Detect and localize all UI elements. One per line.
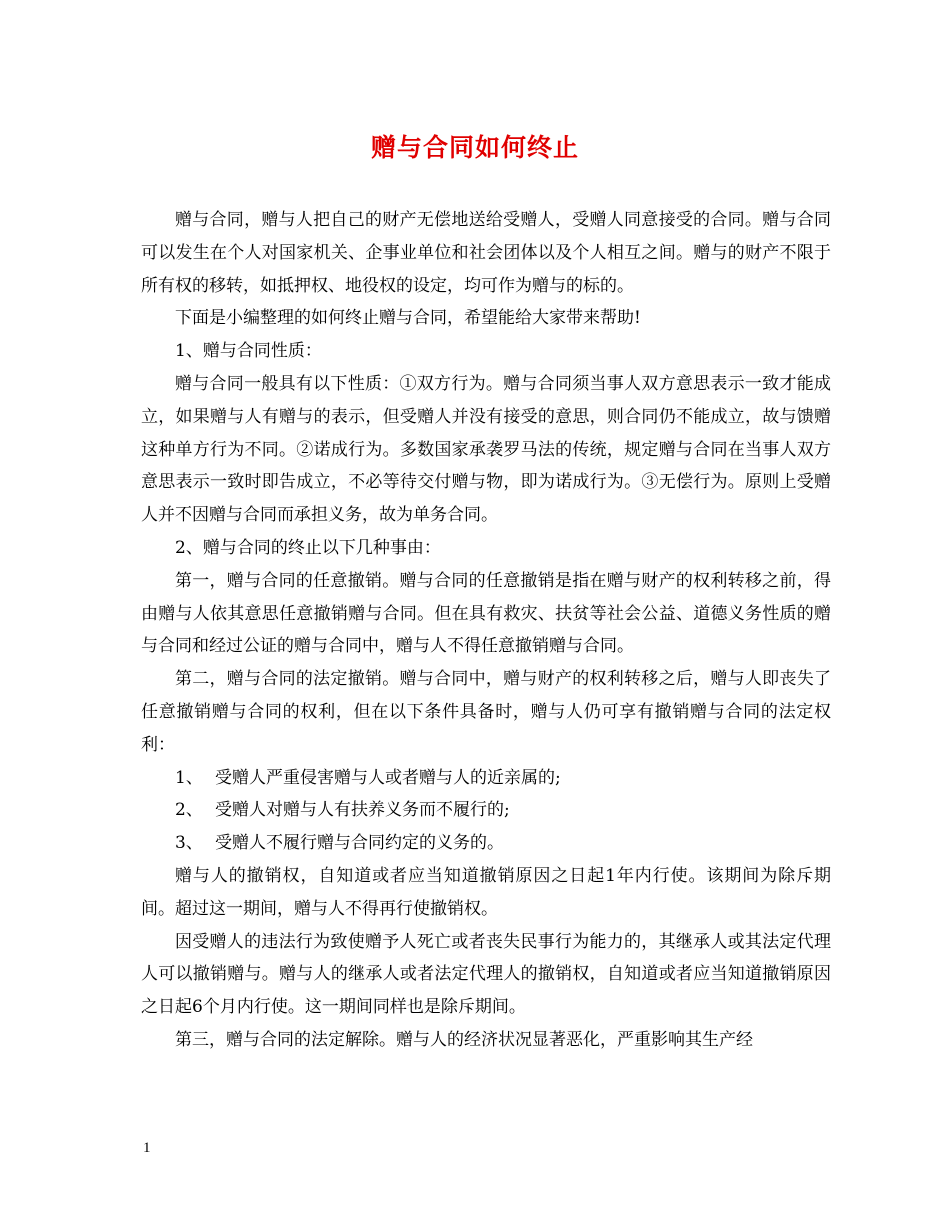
page-number: 1 xyxy=(143,1140,151,1156)
list-item xyxy=(141,827,831,860)
list-item-number: 1、 xyxy=(175,767,203,788)
list-item-text: 受赠人不履行赠与合同约定的义务的。 xyxy=(215,833,504,854)
paragraph: 赠与人的撤销权，自知道或者应当知道撤销原因之日起1年内行使。该期间为除斥期间。超过这一期间，赠与人不得再行使撤销权。 xyxy=(141,865,831,919)
paragraph: 赠与合同一般具有以下性质：①双方行为。赠与合同须当事人双方意思表示一致才能成立，如果赠与人有赠与的表示，但受赠人并没有接受的意思，则合同仍不能成立，故与馈赠这种单方行为不同。②诺成行为。多数国家承袭罗马法的传统，规定赠与合同在当事人双方意思表示一致时即告成立，不必等待交付赠与物，即为诺成行为。③无偿行为。原则上受赠人并不因赠与合同而承担义务，故为单务合同。 xyxy=(141,373,831,526)
paragraph: 因受赠人的违法行为致使赠予人死亡或者丧失民事行为能力的，其继承人或其法定代理人可以撤销赠与。赠与人的继承人或者法定代理人的撤销权，自知道或者应当知道撤销原因之日起6个月内行使。这一期间同样也是除斥期间。 xyxy=(141,931,831,1018)
paragraph: 下面是小编整理的如何终止赠与合同，希望能给大家带来帮助! xyxy=(175,308,641,329)
document-title: 赠与合同如何终止 xyxy=(370,133,579,162)
list-item-number: 3、 xyxy=(175,833,203,854)
paragraph: 第一，赠与合同的任意撤销。赠与合同的任意撤销是指在赠与财产的权利转移之前，得由赠与人依其意思任意撤销赠与合同。但在具有救灾、扶贫等社会公益、道德义务性质的赠与合同和经过公证的赠与合同中，赠与人不得任意撤销赠与合同。 xyxy=(141,570,831,657)
paragraph: 赠与合同，赠与人把自己的财产无偿地送给受赠人，受赠人同意接受的合同。赠与合同可以发生在个人对国家机关、企事业单位和社会团体以及个人相互之间。赠与的财产不限于所有权的移转，如抵押权、地役权的设定，均可作为赠与的标的。 xyxy=(141,210,831,296)
list-item-text: 受赠人严重侵害赠与人或者赠与人的近亲属的; xyxy=(215,767,561,788)
list-item xyxy=(141,762,831,795)
list-item-text: 受赠人对赠与人有扶养义务而不履行的; xyxy=(215,800,510,821)
list-item xyxy=(141,794,831,827)
section-heading: 1、赠与合同性质： xyxy=(175,341,322,362)
paragraph: 第二，赠与合同的法定撤销。赠与合同中，赠与财产的权利转移之后，赠与人即丧失了任意撤销赠与合同的权利，但在以下条件具备时，赠与人仍可享有撤销赠与合同的法定权利： xyxy=(141,669,831,755)
document-body xyxy=(141,204,831,1057)
section-heading: 2、赠与合同的终止以下几种事由： xyxy=(175,537,441,558)
list-item-number: 2、 xyxy=(175,800,203,821)
paragraph: 第三，赠与合同的法定解除。赠与人的经济状况显著恶化，严重影响其生产经 xyxy=(175,1029,753,1050)
